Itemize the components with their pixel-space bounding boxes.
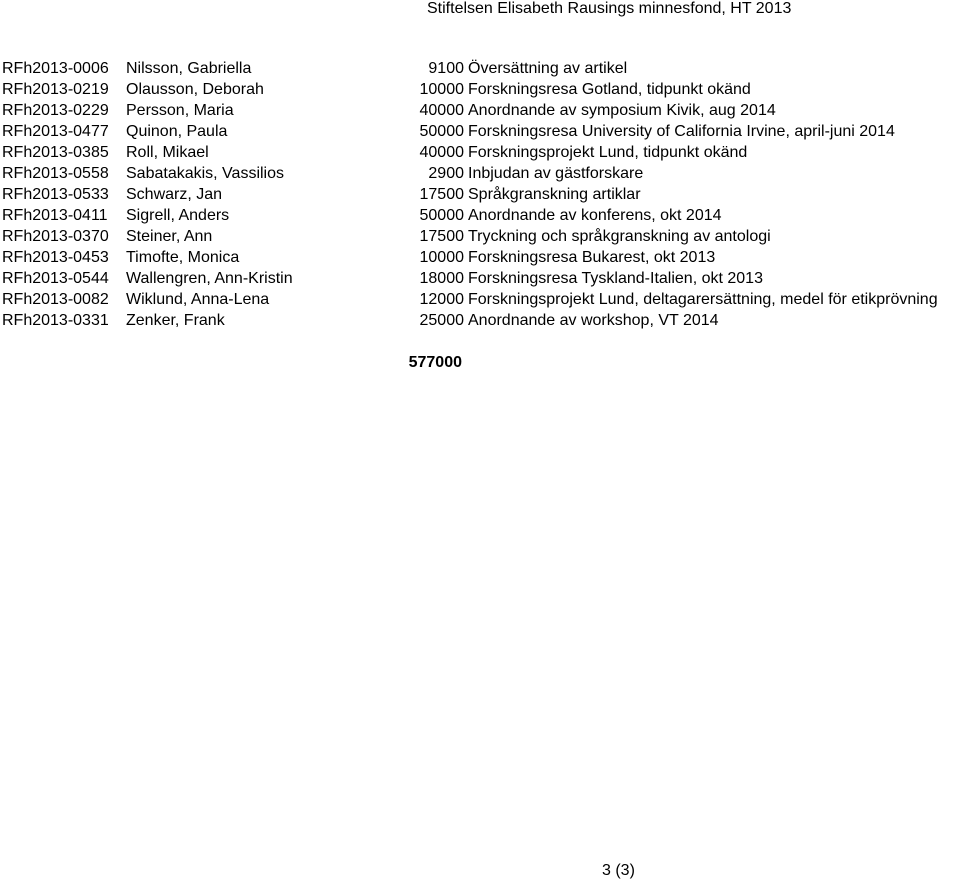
table-row: [0, 226, 960, 247]
grant-amount: 2900: [428, 165, 464, 182]
grant-id: RFh2013-0331: [2, 312, 109, 329]
applicant-name: Persson, Maria: [126, 102, 234, 119]
grant-description: Språkgranskning artiklar: [468, 186, 641, 203]
applicant-name: Steiner, Ann: [126, 228, 213, 245]
grant-description: Forskningsprojekt Lund, deltagarersättning, medel för etikprövning: [468, 291, 938, 308]
applicant-name: Wallengren, Ann-Kristin: [126, 270, 293, 287]
grant-description: Anordnande av workshop, VT 2014: [468, 312, 719, 329]
grant-description: Anordnande av symposium Kivik, aug 2014: [468, 102, 776, 119]
applicant-name: Wiklund, Anna-Lena: [126, 291, 270, 308]
table-row: [0, 142, 960, 163]
table-row: [0, 79, 960, 100]
table-row: [0, 310, 960, 331]
grant-description: Forskningsresa Bukarest, okt 2013: [468, 249, 716, 266]
applicant-name: Zenker, Frank: [126, 312, 225, 329]
table-row: [0, 268, 960, 289]
applicant-name: Schwarz, Jan: [126, 186, 223, 203]
grant-description: Forskningsresa University of California Irvine, april-juni 2014: [468, 123, 895, 140]
table-row: [0, 205, 960, 226]
grant-id: RFh2013-0219: [2, 81, 109, 98]
grant-amount: 9100: [428, 60, 464, 77]
grant-amount: 17500: [419, 228, 464, 245]
table-row: [0, 58, 960, 79]
grant-id: RFh2013-0558: [2, 165, 109, 182]
page-title: Stiftelsen Elisabeth Rausings minnesfond, HT 2013: [427, 0, 792, 17]
applicant-name: Timofte, Monica: [126, 249, 240, 266]
grant-id: RFh2013-0411: [2, 207, 108, 224]
grant-amount: 25000: [419, 312, 464, 329]
grant-amount: 50000: [419, 207, 464, 224]
grant-amount: 50000: [419, 123, 464, 140]
table-row: [0, 100, 960, 121]
total-amount: 577000: [408, 354, 462, 371]
grant-amount: 10000: [419, 249, 464, 266]
applicant-name: Olausson, Deborah: [126, 81, 264, 98]
grant-id: RFh2013-0544: [2, 270, 109, 287]
applicant-name: Sabatakakis, Vassilios: [126, 165, 284, 182]
grant-description: Översättning av artikel: [468, 60, 628, 77]
grant-id: RFh2013-0533: [2, 186, 109, 203]
applicant-name: Roll, Mikael: [126, 144, 209, 161]
grant-description: Inbjudan av gästforskare: [468, 165, 644, 182]
grant-description: Anordnande av konferens, okt 2014: [468, 207, 722, 224]
grant-id: RFh2013-0385: [2, 144, 109, 161]
table-row: [0, 247, 960, 268]
applicant-name: Nilsson, Gabriella: [126, 60, 252, 77]
grant-id: RFh2013-0453: [2, 249, 109, 266]
table-row: [0, 184, 960, 205]
table-row: [0, 163, 960, 184]
grant-amount: 40000: [419, 102, 464, 119]
grant-id: RFh2013-0370: [2, 228, 109, 245]
grant-amount: 18000: [419, 270, 464, 287]
grant-id: RFh2013-0229: [2, 102, 109, 119]
grant-description: Forskningsprojekt Lund, tidpunkt okänd: [468, 144, 748, 161]
grants-table: [0, 58, 960, 331]
grant-description: Forskningsresa Tyskland-Italien, okt 2013: [468, 270, 763, 287]
grant-id: RFh2013-0006: [2, 60, 109, 77]
table-row: [0, 289, 960, 310]
applicant-name: Quinon, Paula: [126, 123, 228, 140]
grant-description: Tryckning och språkgranskning av antologi: [468, 228, 771, 245]
grant-amount: 17500: [419, 186, 464, 203]
grant-id: RFh2013-0477: [2, 123, 109, 140]
grant-amount: 40000: [419, 144, 464, 161]
table-row: [0, 121, 960, 142]
grants-table-body: [0, 58, 960, 331]
grant-id: RFh2013-0082: [2, 291, 109, 308]
applicant-name: Sigrell, Anders: [126, 207, 230, 224]
grant-description: Forskningsresa Gotland, tidpunkt okänd: [468, 81, 751, 98]
grant-amount: 12000: [419, 291, 464, 308]
grant-amount: 10000: [419, 81, 464, 98]
page-number: 3 (3): [602, 862, 635, 879]
